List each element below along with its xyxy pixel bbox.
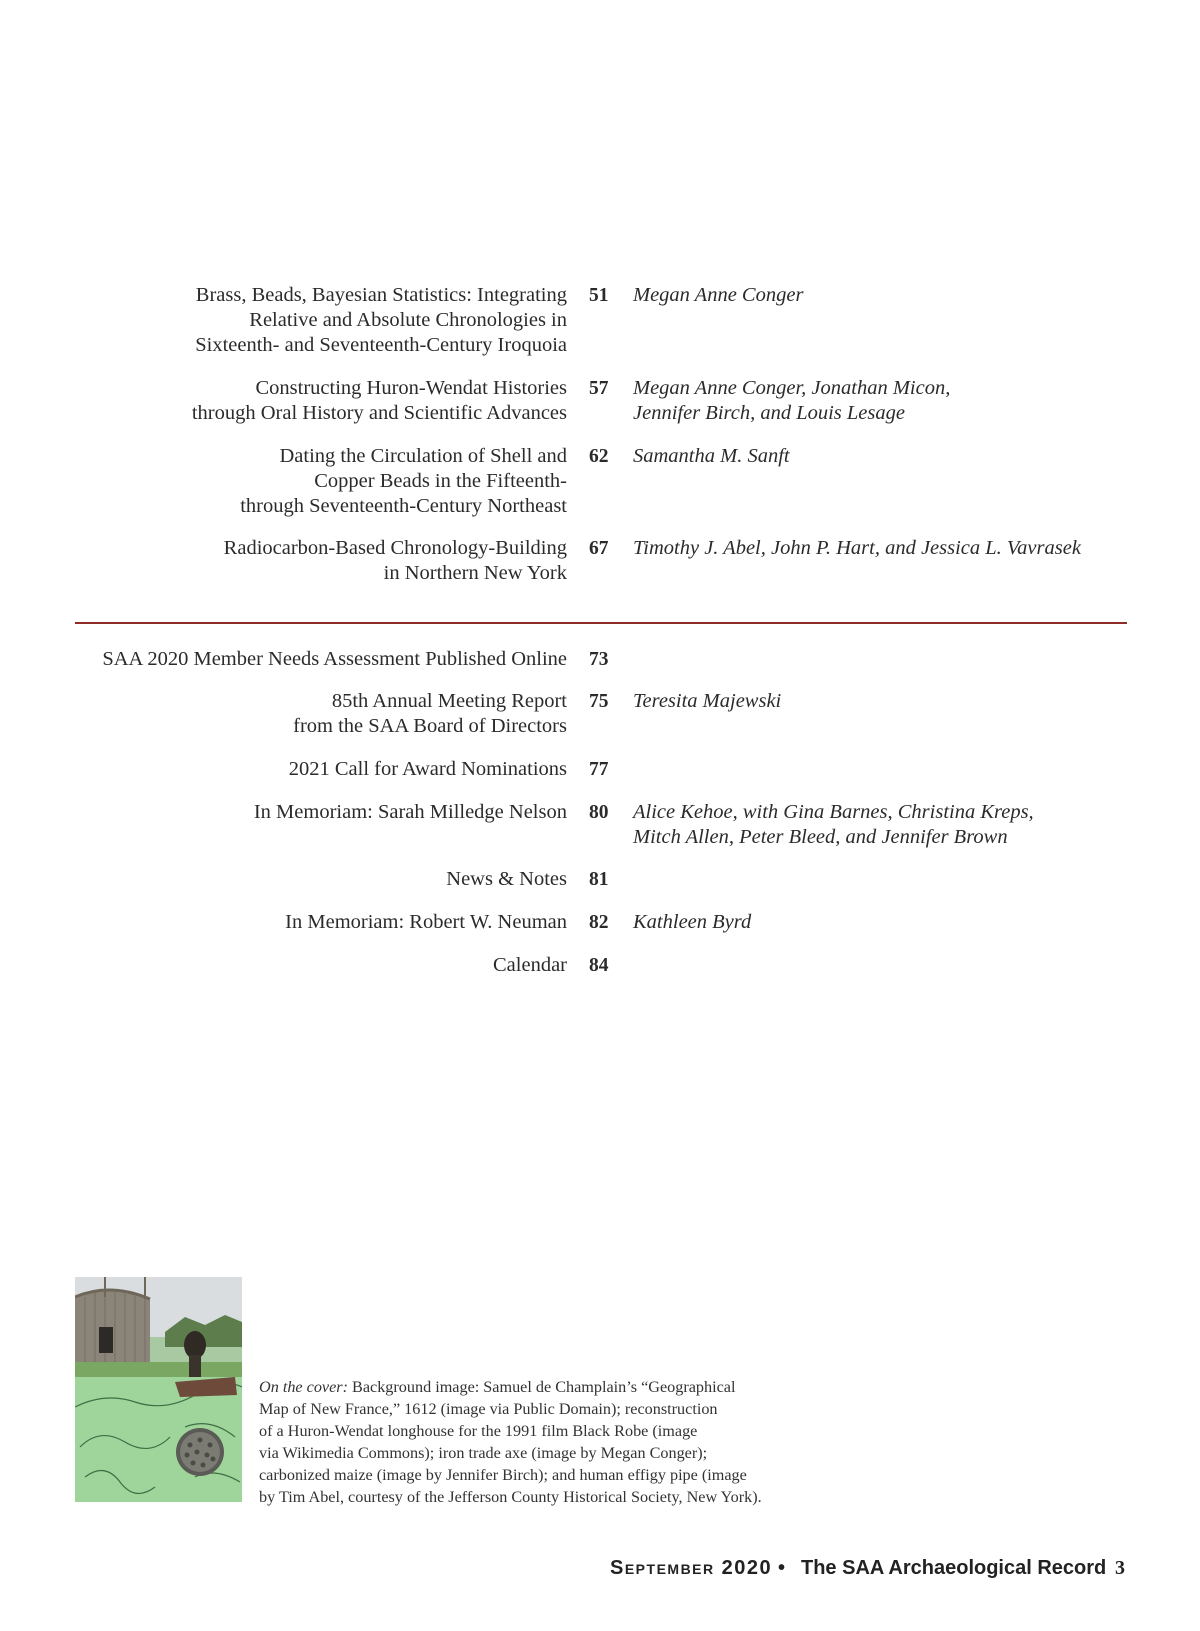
page-number: 3: [1115, 1557, 1125, 1579]
cover-caption: [259, 1376, 859, 1508]
toc-entry-title[interactable]: Dating the Circulation of Shell and Copper Beads in the Fifteenth- through Seventeenth-Century Northeast: [240, 445, 567, 517]
toc-entry-page: 73: [589, 649, 609, 670]
toc-entry-title[interactable]: In Memoriam: Sarah Milledge Nelson: [253, 801, 567, 823]
toc-entry-title[interactable]: Calendar: [493, 954, 567, 976]
toc-entry-title[interactable]: 85th Annual Meeting Report from the SAA Board of Directors: [293, 690, 567, 737]
toc-entry-author: Samantha M. Sanft: [633, 445, 790, 467]
toc-entry-title[interactable]: News & Notes: [446, 868, 567, 890]
footer-bullet: •: [778, 1557, 786, 1579]
toc-entry-page: 67: [589, 538, 609, 559]
toc-entry-page: 62: [589, 446, 609, 467]
section-divider: [75, 622, 1127, 624]
cover-thumbnail: [75, 1277, 242, 1502]
toc-entry-title[interactable]: 2021 Call for Award Nominations: [288, 758, 567, 780]
cover-caption-text: Background image: Samuel de Champlain’s “Geographical Map of New France,” 1612 (image via Public Domain); reconstruction of a Huron-Wendat longhouse for the 1991 film Black Robe (image via Wikimedia Commons); iron trade axe (image by Megan Conger); carbonized maize (image by Jennifer Birch); and human effigy pipe (image by Tim Abel, courtesy of the Jefferson County Historical Society, New York).: [259, 1378, 762, 1506]
toc-entry-page: 77: [589, 759, 609, 780]
toc-entry-page: 57: [589, 378, 609, 399]
toc-entry-title[interactable]: Radiocarbon-Based Chronology-Building in Northern New York: [223, 537, 567, 584]
toc-entry-page: 81: [589, 869, 609, 890]
toc-entry-page: 51: [589, 285, 609, 306]
toc-entry-author: Megan Anne Conger, Jonathan Micon, Jennifer Birch, and Louis Lesage: [633, 377, 951, 424]
page-footer: [560, 1557, 1150, 1587]
toc-entry-author: Kathleen Byrd: [633, 911, 752, 933]
toc-entry-author: Megan Anne Conger: [633, 284, 804, 306]
toc-entry-title[interactable]: SAA 2020 Member Needs Assessment Published Online: [102, 648, 567, 670]
toc-entry-author: Teresita Majewski: [633, 690, 782, 712]
toc-entry-author: Timothy J. Abel, John P. Hart, and Jessica L. Vavrasek: [633, 537, 1081, 559]
cover-caption-lead: On the cover:: [259, 1378, 348, 1396]
toc-entry-page: 80: [589, 802, 609, 823]
toc-entry-page: 75: [589, 691, 609, 712]
toc-entry-page: 84: [589, 955, 609, 976]
toc-entry-title[interactable]: Constructing Huron-Wendat Histories through Oral History and Scientific Advances: [191, 377, 567, 424]
toc-entry-title[interactable]: Brass, Beads, Bayesian Statistics: Integrating Relative and Absolute Chronologies in Sixteenth- and Seventeenth-Century Iroquoia: [195, 284, 567, 356]
toc-entry-author: Alice Kehoe, with Gina Barnes, Christina Kreps, Mitch Allen, Peter Bleed, and Jennifer Brown: [633, 801, 1034, 848]
toc-entry-title[interactable]: In Memoriam: Robert W. Neuman: [285, 911, 567, 933]
footer-journal-title: The SAA Archaeological Record: [801, 1557, 1107, 1579]
toc-entry-page: 82: [589, 912, 609, 933]
footer-issue-date: September 2020: [610, 1557, 773, 1579]
